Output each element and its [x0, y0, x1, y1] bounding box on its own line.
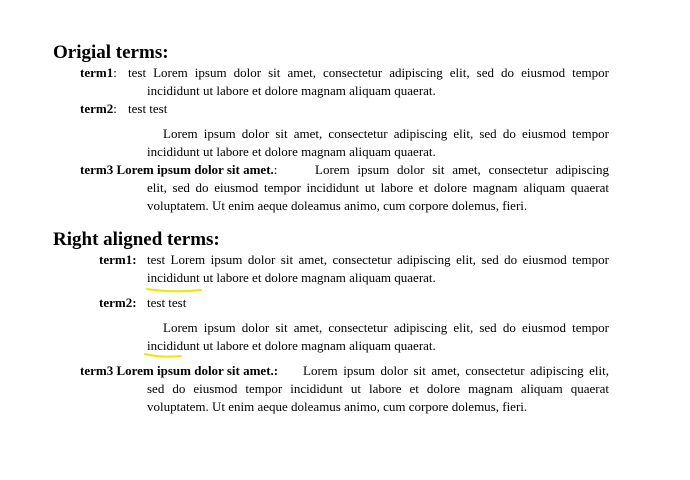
section-heading-original: Origial terms: — [53, 42, 169, 63]
section-heading-right-aligned: Right aligned terms: — [53, 229, 220, 250]
definition-line: incididunt ut labore et dolore magnam aliquam quaerat. — [147, 144, 436, 159]
term-label: term3 Lorem ipsum dolor sit amet.: — [80, 363, 279, 378]
definition-line: voluptatem. Ut enim aeque doleamus animo, cum corpore dolemus, fieri. — [147, 198, 528, 213]
definition-line: Lorem ipsum dolor sit amet, consectetur adipiscing elit, sed do eiusmod tempor — [163, 320, 609, 335]
definition-line: incididunt ut labore et dolore magnam aliquam quaerat. — [147, 83, 436, 98]
definition-line: test Lorem ipsum dolor sit amet, consectetur adipiscing elit, sed do eiusmod tempor — [147, 252, 609, 267]
definition-line: test test — [128, 101, 168, 116]
definition-line: incididunt ut labore et dolore magnam aliquam quaerat. — [147, 270, 436, 285]
definition-line: test test — [147, 295, 187, 310]
definition-line: voluptatem. Ut enim aeque doleamus animo, cum corpore dolemus, fieri. — [147, 399, 528, 414]
definition-line: Lorem ipsum dolor sit amet, consectetur adipiscing — [315, 162, 609, 177]
term-label: term3 Lorem ipsum dolor sit amet.: — [80, 162, 278, 177]
term-label: term2: — [80, 101, 117, 116]
term-label: term2: — [99, 295, 137, 310]
definition-line: elit, sed do eiusmod tempor incididunt ut labore et dolore magnam aliquam quaerat — [147, 180, 609, 195]
definition-line: Lorem ipsum dolor sit amet, consectetur adipiscing elit, sed do eiusmod tempor — [163, 126, 609, 141]
term-label: term1: — [80, 65, 117, 80]
definition-line: Lorem ipsum dolor sit amet, consectetur adipiscing elit, — [303, 363, 609, 378]
definition-line: sed do eiusmod tempor incididunt ut labore et dolore magnam aliquam quaerat — [147, 381, 609, 396]
term-label: term1: — [99, 252, 137, 267]
definition-line: test Lorem ipsum dolor sit amet, consectetur adipiscing elit, sed do eiusmod tempor — [128, 65, 609, 80]
definition-line: incididunt ut labore et dolore magnam aliquam quaerat. — [147, 338, 436, 353]
